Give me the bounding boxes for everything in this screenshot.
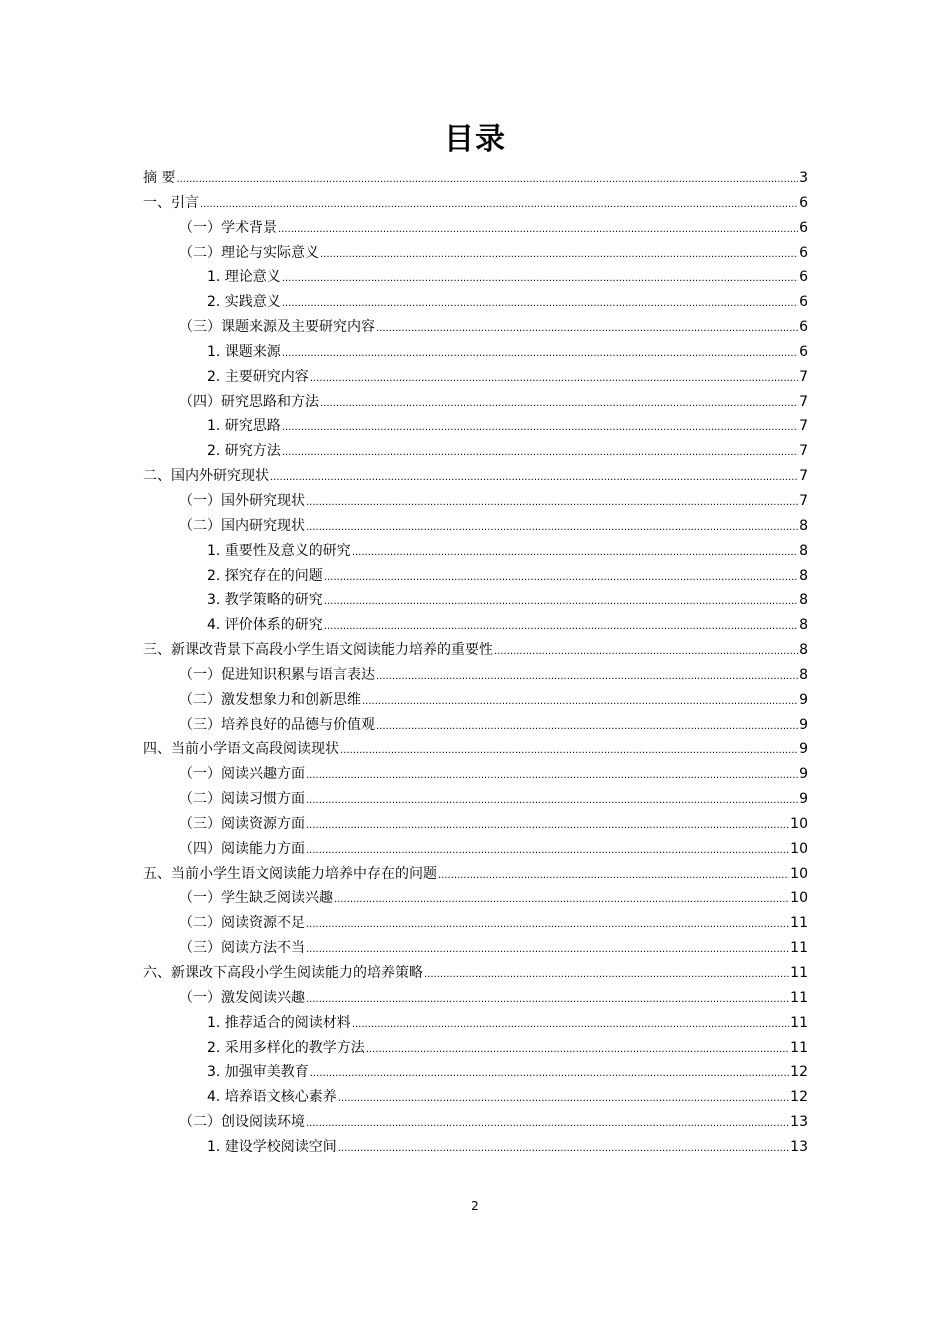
toc-entry[interactable]	[143, 1085, 808, 1110]
toc-entry-title: （一）国外研究现状	[179, 492, 305, 509]
toc-leader-dots	[310, 1060, 789, 1087]
toc-leader-dots	[366, 1036, 789, 1063]
toc-entry[interactable]	[143, 986, 808, 1011]
toc-entry-page: 11	[790, 915, 808, 932]
toc-entry[interactable]	[143, 265, 808, 290]
toc-entry-page: 8	[799, 666, 808, 683]
toc-entry-title: 2. 实践意义	[207, 294, 281, 311]
toc-leader-dots	[362, 688, 798, 715]
toc-entry-page: 12	[790, 1089, 808, 1106]
toc-leader-dots	[282, 340, 798, 367]
toc-entry-title: （二）创设阅读环境	[179, 1114, 305, 1131]
toc-leader-dots	[320, 390, 798, 417]
toc-entry-title: 1. 重要性及意义的研究	[207, 542, 351, 559]
toc-leader-dots	[306, 489, 798, 516]
toc-entry-page: 12	[790, 1064, 808, 1081]
toc-entry-page: 9	[799, 691, 808, 708]
toc-entry-title: 1. 理论意义	[207, 269, 281, 286]
toc-leader-dots	[278, 216, 798, 243]
toc-leader-dots	[334, 886, 789, 913]
toc-leader-dots	[306, 787, 798, 814]
toc-entry[interactable]	[143, 862, 808, 887]
toc-entry-title: （三）课题来源及主要研究内容	[179, 319, 375, 336]
toc-entry-title: 3. 教学策略的研究	[207, 592, 323, 609]
toc-entry[interactable]	[143, 886, 808, 911]
toc-leader-dots	[176, 166, 798, 193]
toc-entry[interactable]	[143, 514, 808, 539]
toc-entry[interactable]	[143, 1135, 808, 1160]
toc-entry-page: 8	[799, 517, 808, 534]
toc-entry-page: 13	[790, 1114, 808, 1131]
toc-entry-title: （一）阅读兴趣方面	[179, 766, 305, 783]
toc-entry-title: 4. 培养语文核心素养	[207, 1089, 337, 1106]
toc-entry[interactable]	[143, 787, 808, 812]
toc-entry-page: 11	[790, 1014, 808, 1031]
toc-entry-page: 9	[799, 766, 808, 783]
toc-entry[interactable]	[143, 812, 808, 837]
toc-entry[interactable]	[143, 737, 808, 762]
toc-entry-title: （四）研究思路和方法	[179, 393, 319, 410]
toc-entry-title: 三、新课改背景下高段小学生语文阅读能力培养的重要性	[143, 642, 493, 659]
toc-entry[interactable]	[143, 315, 808, 340]
toc-leader-dots	[376, 663, 798, 690]
toc-entry[interactable]	[143, 936, 808, 961]
page-number: 2	[471, 1199, 479, 1213]
toc-entry-title: （一）促进知识积累与语言表达	[179, 666, 375, 683]
toc-entry[interactable]	[143, 290, 808, 315]
toc-entry-title: （二）理论与实际意义	[179, 244, 319, 261]
toc-leader-dots	[340, 737, 798, 764]
toc-entry-title: 五、当前小学生语文阅读能力培养中存在的问题	[143, 865, 437, 882]
toc-entry[interactable]	[143, 365, 808, 390]
toc-entry-page: 10	[790, 890, 808, 907]
toc-entry-title: （三）阅读方法不当	[179, 940, 305, 957]
toc-entry-title: 2. 探究存在的问题	[207, 567, 323, 584]
toc-entry[interactable]	[143, 1060, 808, 1085]
toc-leader-dots	[352, 539, 798, 566]
toc-leader-dots	[270, 464, 798, 491]
toc-entry-page: 11	[790, 965, 808, 981]
toc-entry-page: 6	[799, 194, 808, 211]
toc-entry[interactable]	[143, 1110, 808, 1135]
toc-entry[interactable]	[143, 191, 808, 216]
toc-entry[interactable]	[143, 911, 808, 936]
toc-entry[interactable]	[143, 414, 808, 439]
toc-entry-title: 2. 研究方法	[207, 443, 281, 460]
toc-leader-dots	[320, 241, 798, 268]
toc-entry-page: 6	[799, 244, 808, 261]
toc-entry-title: 六、新课改下高段小学生阅读能力的培养策略	[143, 965, 423, 981]
toc-entry-page: 9	[799, 741, 808, 758]
toc-leader-dots	[306, 1110, 789, 1137]
toc-entry[interactable]	[143, 713, 808, 738]
toc-leader-dots	[282, 439, 798, 466]
toc-leader-dots	[338, 1085, 789, 1112]
toc-entry-page: 6	[799, 294, 808, 311]
toc-entry-page: 6	[799, 343, 808, 360]
toc-entry-title: 1. 建设学校阅读空间	[207, 1138, 337, 1155]
toc-entry-page: 10	[790, 840, 808, 857]
toc-entry-page: 7	[799, 443, 808, 460]
toc-entry-title: （一）学术背景	[179, 219, 277, 236]
toc-entry-title: 1. 研究思路	[207, 418, 281, 435]
toc-entry-title: （二）阅读习惯方面	[179, 791, 305, 808]
toc-entry-page: 9	[799, 716, 808, 733]
toc-entry[interactable]	[143, 1011, 808, 1036]
toc-entry-page: 8	[799, 592, 808, 609]
toc-entry-page: 11	[790, 1039, 808, 1056]
toc-leader-dots	[200, 191, 798, 218]
toc-entry-page: 7	[799, 468, 808, 485]
toc-entry[interactable]	[143, 166, 808, 191]
toc-leader-dots	[376, 315, 798, 342]
toc-leader-dots	[338, 1135, 789, 1162]
toc-leader-dots	[494, 638, 798, 665]
toc-leader-dots	[282, 265, 798, 292]
toc-leader-dots	[438, 862, 789, 889]
toc-leader-dots	[306, 986, 789, 1013]
toc-leader-dots	[376, 713, 798, 740]
toc-entry-page: 6	[799, 319, 808, 336]
toc-entry-title: 一、引言	[143, 194, 199, 211]
toc-leader-dots	[306, 762, 798, 789]
toc-entry[interactable]	[143, 489, 808, 514]
toc-entry-page: 8	[799, 567, 808, 584]
toc-entry[interactable]	[143, 390, 808, 415]
table-of-contents	[143, 166, 808, 1160]
toc-leader-dots	[324, 588, 798, 615]
toc-entry-title: （一）学生缺乏阅读兴趣	[179, 890, 333, 907]
toc-entry-page: 8	[799, 617, 808, 634]
toc-leader-dots	[306, 514, 798, 541]
toc-entry[interactable]	[143, 837, 808, 862]
toc-entry-page: 6	[799, 269, 808, 286]
toc-entry[interactable]	[143, 762, 808, 787]
toc-entry-page: 13	[790, 1138, 808, 1155]
toc-entry[interactable]	[143, 663, 808, 688]
toc-entry-title: （二）国内研究现状	[179, 517, 305, 534]
toc-entry[interactable]	[143, 439, 808, 464]
toc-entry[interactable]	[143, 1036, 808, 1061]
toc-entry[interactable]	[143, 340, 808, 365]
toc-entry[interactable]	[143, 688, 808, 713]
toc-leader-dots	[306, 936, 789, 963]
toc-entry-title: 3. 加强审美教育	[207, 1064, 309, 1081]
toc-leader-dots	[282, 414, 798, 441]
toc-entry-title: （二）激发想象力和创新思维	[179, 691, 361, 708]
toc-leader-dots	[352, 1011, 789, 1038]
toc-entry-page: 3	[799, 170, 808, 186]
toc-entry-title: （二）阅读资源不足	[179, 915, 305, 932]
toc-entry-page: 11	[790, 989, 808, 1006]
toc-entry[interactable]	[143, 216, 808, 241]
toc-entry-page: 7	[799, 368, 808, 385]
toc-entry-title: （三）阅读资源方面	[179, 815, 305, 832]
toc-entry-title: 2. 采用多样化的教学方法	[207, 1039, 365, 1056]
toc-leader-dots	[282, 290, 798, 317]
toc-entry[interactable]	[143, 241, 808, 266]
toc-entry[interactable]	[143, 588, 808, 613]
toc-entry-title: （一）激发阅读兴趣	[179, 989, 305, 1006]
toc-entry[interactable]	[143, 613, 808, 638]
toc-leader-dots	[306, 837, 789, 864]
toc-entry-page: 11	[790, 940, 808, 957]
toc-leader-dots	[310, 365, 798, 392]
toc-entry-page: 7	[799, 492, 808, 509]
toc-leader-dots	[306, 911, 789, 938]
toc-entry-page: 10	[790, 865, 808, 882]
page-title: 目录	[444, 122, 506, 157]
toc-entry-title: 摘 要	[143, 170, 176, 186]
toc-entry[interactable]	[143, 961, 808, 986]
toc-entry-page: 8	[799, 642, 808, 659]
toc-entry-title: （三）培养良好的品德与价值观	[179, 716, 375, 733]
toc-entry-title: 4. 评价体系的研究	[207, 617, 323, 634]
toc-entry-page: 8	[799, 542, 808, 559]
toc-leader-dots	[306, 812, 789, 839]
toc-entry-title: 四、当前小学语文高段阅读现状	[143, 741, 339, 758]
toc-entry[interactable]	[143, 539, 808, 564]
toc-entry-title: 1. 课题来源	[207, 343, 281, 360]
toc-entry-page: 6	[799, 219, 808, 236]
toc-entry-page: 9	[799, 791, 808, 808]
toc-entry[interactable]	[143, 564, 808, 589]
toc-entry-title: 1. 推荐适合的阅读材料	[207, 1014, 351, 1031]
toc-entry-title: 2. 主要研究内容	[207, 368, 309, 385]
toc-entry-page: 10	[790, 815, 808, 832]
toc-entry[interactable]	[143, 464, 808, 489]
toc-leader-dots	[324, 564, 798, 591]
toc-entry[interactable]	[143, 638, 808, 663]
toc-entry-page: 7	[799, 418, 808, 435]
toc-entry-page: 7	[799, 393, 808, 410]
toc-leader-dots	[324, 613, 798, 640]
toc-entry-title: 二、国内外研究现状	[143, 468, 269, 485]
toc-entry-title: （四）阅读能力方面	[179, 840, 305, 857]
toc-leader-dots	[424, 961, 789, 988]
